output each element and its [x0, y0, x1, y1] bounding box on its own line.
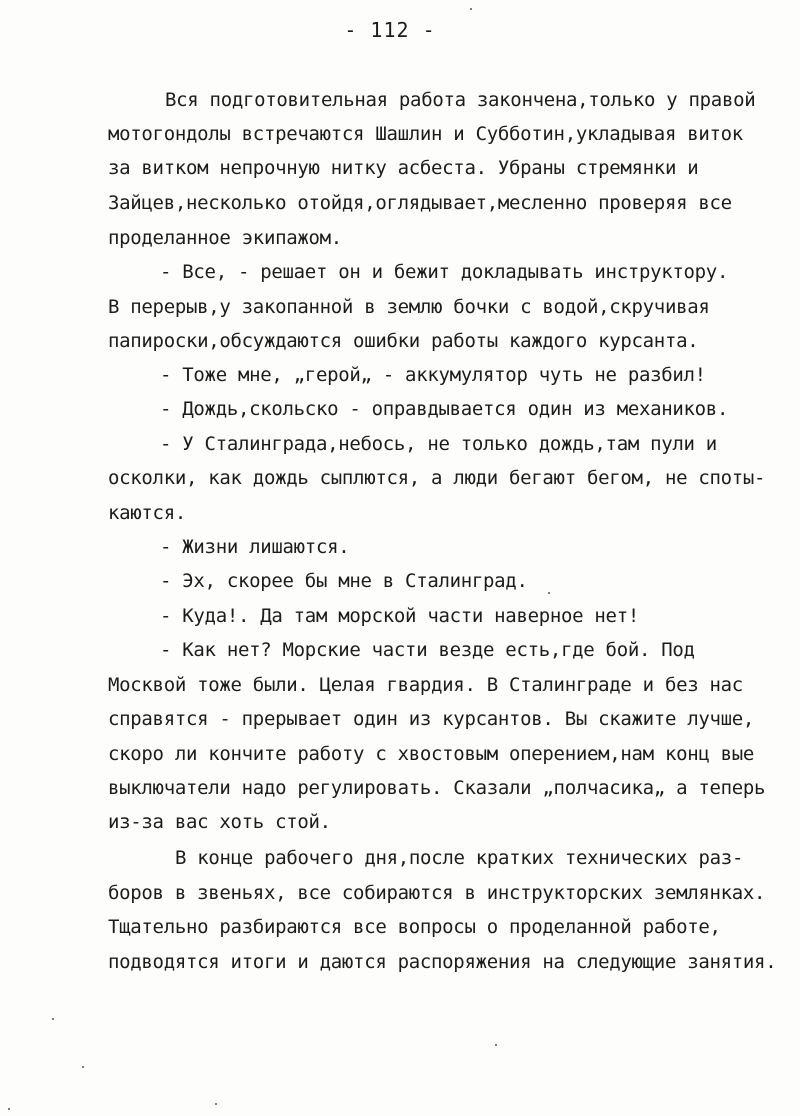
- text-line: - Эх, скорее бы мне в Сталинград.: [160, 570, 528, 592]
- dust-speck: [215, 1103, 217, 1105]
- text-line: - У Сталинграда,небось, не только дождь,там пули и: [160, 433, 717, 455]
- text-line: скоро ли кончите работу с хвостовым оперением,нам конц вые: [108, 743, 755, 765]
- text-line: каются.: [108, 502, 186, 524]
- text-line: - Жизни лишаются.: [160, 536, 350, 558]
- dust-speck: [470, 8, 472, 10]
- text-line: - Куда!. Да там морской части наверное нет!: [160, 605, 639, 627]
- text-line: Зайцев,несколько отойдя,оглядывает,месленно проверяя все: [108, 192, 732, 214]
- dust-speck: [8, 1108, 10, 1110]
- text-line: мотогондолы встречаются Шашлин и Субботин,укладывая виток: [108, 123, 743, 145]
- text-line: В перерыв,у закопанной в землю бочки с водой,скручивая: [108, 296, 710, 318]
- text-line: Тщательно разбираются все вопросы о проделанной работе,: [108, 916, 721, 938]
- text-line: - Тоже мне, „герой„ - аккумулятор чуть не разбил!: [160, 364, 706, 386]
- text-line: боров в звеньях, все собираются в инструкторских землянках.: [108, 882, 766, 904]
- text-line: осколки, как дождь сыплются, а люди бегают бегом, не споты-: [108, 467, 766, 489]
- text-line: из-за вас хоть стой.: [108, 811, 331, 833]
- text-line: проделанное экипажом.: [108, 227, 342, 249]
- text-line: - Дождь,скольско - оправдывается один из механиков.: [160, 398, 729, 420]
- text-line: за витком непрочную нитку асбеста. Убраны стремянки и: [108, 157, 699, 179]
- text-line: выключатели надо регулировать. Сказали „полчасика„ а теперь: [108, 777, 766, 799]
- dust-speck: [495, 1044, 497, 1046]
- dust-speck: [548, 592, 550, 594]
- text-line: подводятся итоги и даются распоряжения на следующие занятия.: [108, 951, 777, 973]
- dust-speck: [82, 1066, 84, 1068]
- text-line: В конце рабочего дня,после кратких технических раз-: [175, 847, 744, 869]
- page-number: - 112 -: [344, 18, 436, 42]
- text-line: - Все, - решает он и бежит докладывать инструктору.: [160, 261, 729, 283]
- text-line: Москвой тоже были. Целая гвардия. В Сталинграде и без нас: [108, 674, 743, 696]
- dust-speck: [52, 1018, 54, 1020]
- text-line: - Как нет? Морские части везде есть,где бой. Под: [160, 639, 695, 661]
- text-line: Вся подготовительная работа закончена,только у правой: [165, 89, 756, 111]
- text-line: справятся - прерывает один из курсантов. Вы скажите лучше,: [108, 708, 755, 730]
- text-line: папироски,обсуждаются ошибки работы каждого курсанта.: [108, 330, 699, 352]
